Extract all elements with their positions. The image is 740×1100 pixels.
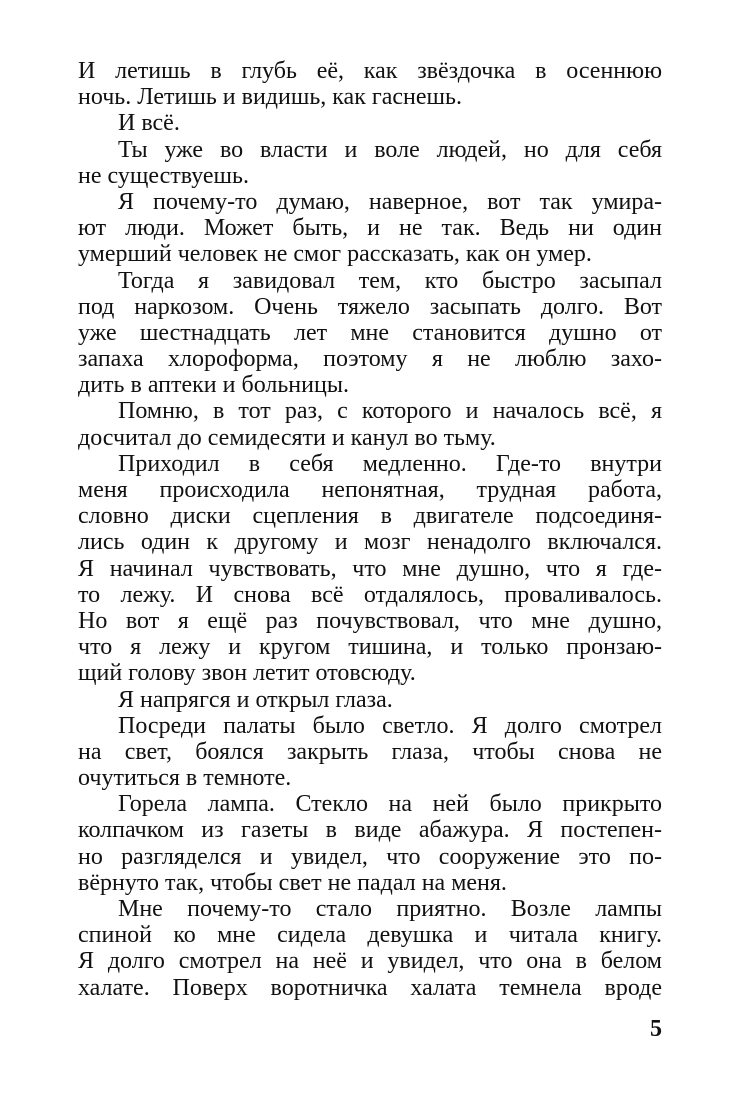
text-line: то лежу. И снова всё отдалялось, проваливалось. bbox=[78, 581, 662, 608]
paragraph bbox=[78, 896, 662, 1001]
text-line: И летишь в глубь её, как звёздочка в осеннюю bbox=[78, 58, 662, 84]
page-text bbox=[78, 58, 662, 1001]
text-line: вёрнуто так, чтобы свет не падал на меня. bbox=[78, 869, 507, 896]
text-line: под наркозом. Очень тяжело засыпать долго. Вот bbox=[78, 293, 662, 320]
text-line: Я долго смотрел на неё и увидел, что она в белом bbox=[78, 948, 662, 975]
text-line: халате. Поверх воротничка халата темнела вроде bbox=[78, 974, 662, 1001]
text-line: Горела лампа. Стекло на ней было прикрыто bbox=[118, 791, 662, 818]
text-line: меня происходила непонятная, трудная работа, bbox=[78, 477, 662, 503]
paragraph bbox=[78, 58, 662, 110]
text-line: Я начинал чувствовать, что мне душно, что я где- bbox=[78, 555, 662, 582]
text-line: лись один к другому и мозг ненадолго включался. bbox=[78, 529, 662, 556]
page-number: 5 bbox=[650, 1016, 662, 1042]
text-line: спиной ко мне сидела девушка и читала книгу. bbox=[78, 922, 662, 949]
text-line: Ты уже во власти и воле людей, но для себя bbox=[118, 136, 662, 163]
text-line: Я напрягся и открыл глаза. bbox=[118, 686, 393, 713]
text-line: уже шестнадцать лет мне становится душно от bbox=[78, 319, 662, 346]
text-line: на свет, боялся закрыть глаза, чтобы снова не bbox=[78, 738, 662, 765]
text-line: что я лежу и кругом тишина, и только пронзаю- bbox=[78, 634, 662, 661]
text-line: ют люди. Может быть, и не так. Ведь ни один bbox=[78, 215, 662, 242]
paragraph bbox=[78, 713, 662, 792]
paragraph bbox=[78, 268, 662, 399]
text-line: умерший человек не смог рассказать, как он умер. bbox=[78, 241, 592, 268]
paragraph bbox=[78, 791, 662, 896]
text-line: но разгляделся и увидел, что сооружение это по- bbox=[78, 843, 662, 870]
text-line: Но вот я ещё раз почувствовал, что мне душно, bbox=[78, 607, 662, 634]
paragraph bbox=[78, 110, 662, 136]
paragraph bbox=[78, 687, 662, 713]
text-line: досчитал до семидесяти и канул во тьму. bbox=[78, 424, 496, 451]
text-line: Мне почему-то стало приятно. Возле лампы bbox=[118, 896, 662, 922]
text-line: дить в аптеки и больницы. bbox=[78, 372, 349, 399]
text-line: колпачком из газеты в виде абажура. Я постепен- bbox=[78, 817, 662, 844]
paragraph bbox=[78, 137, 662, 189]
text-line: очутиться в темноте. bbox=[78, 765, 292, 792]
text-line: Тогда я завидовал тем, кто быстро засыпал bbox=[118, 267, 662, 294]
paragraph bbox=[78, 451, 662, 687]
text-line: словно диски сцепления в двигателе подсоединя- bbox=[78, 503, 662, 530]
text-line: не существуешь. bbox=[78, 162, 249, 189]
text-line: ночь. Летишь и видишь, как гаснешь. bbox=[78, 84, 462, 111]
text-line: Посреди палаты было светло. Я долго смотрел bbox=[118, 712, 662, 739]
text-line: И всё. bbox=[118, 110, 180, 137]
text-line: Помню, в тот раз, с которого и началось всё, я bbox=[118, 398, 662, 425]
text-line: щий голову звон летит отовсюду. bbox=[78, 660, 416, 687]
text-line: Приходил в себя медленно. Где-то внутри bbox=[118, 450, 662, 477]
paragraph bbox=[78, 189, 662, 268]
paragraph bbox=[78, 398, 662, 450]
text-line: запаха хлороформа, поэтому я не люблю захо- bbox=[78, 346, 662, 373]
text-line: Я почему-то думаю, наверное, вот так умира- bbox=[118, 188, 662, 215]
